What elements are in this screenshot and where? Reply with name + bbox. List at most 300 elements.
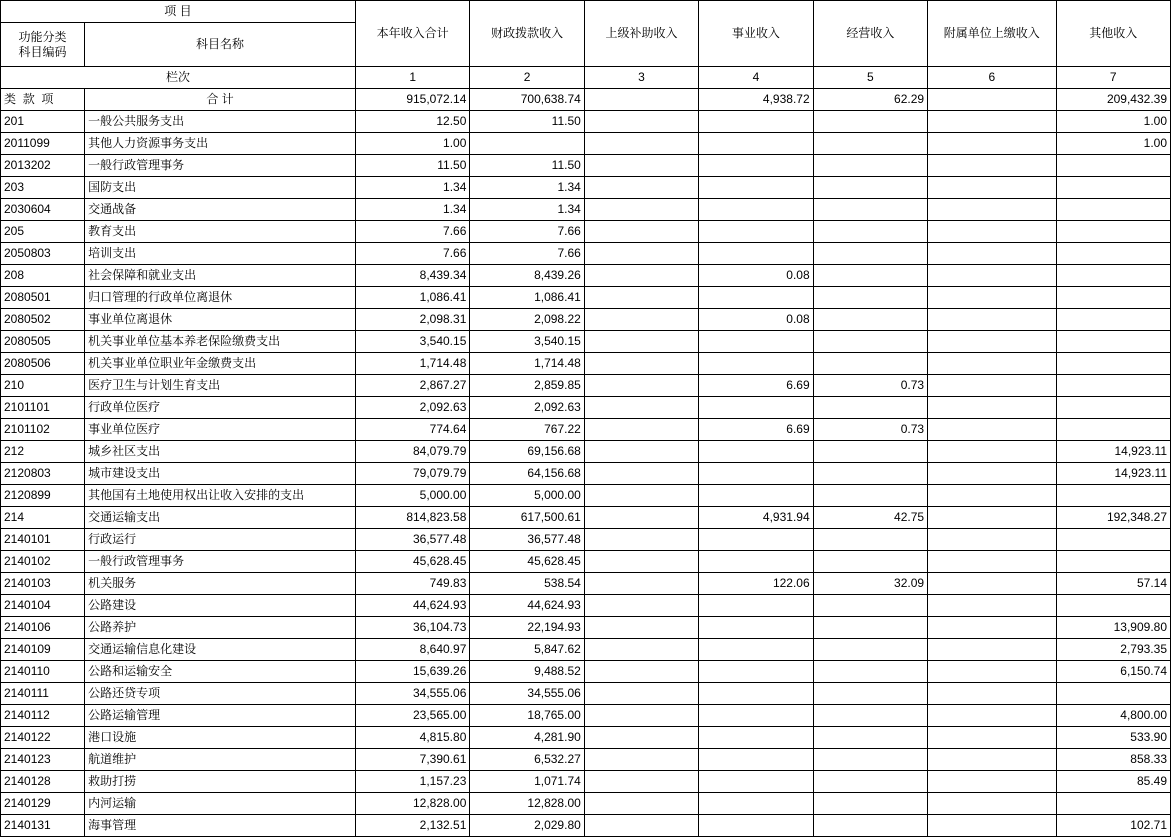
row-value-5	[928, 177, 1056, 199]
row-value-3	[699, 199, 813, 221]
header-col-2: 上级补助收入	[584, 1, 698, 67]
row-subject-name: 交通运输信息化建设	[85, 639, 356, 661]
row-value-1: 2,098.22	[470, 309, 584, 331]
row-value-6: 57.14	[1056, 573, 1171, 595]
row-code: 203	[1, 177, 85, 199]
row-value-5	[928, 441, 1056, 463]
header-col-0: 本年收入合计	[355, 1, 469, 67]
row-value-1: 4,281.90	[470, 727, 584, 749]
row-code: 214	[1, 507, 85, 529]
row-value-3	[699, 749, 813, 771]
table-row	[1, 815, 1171, 837]
row-value-2	[584, 441, 698, 463]
table-row	[1, 177, 1171, 199]
row-value-2	[584, 463, 698, 485]
row-value-0: 15,639.26	[355, 661, 469, 683]
row-value-2	[584, 573, 698, 595]
row-value-5	[928, 573, 1056, 595]
row-value-4	[813, 221, 927, 243]
row-value-2	[584, 661, 698, 683]
row-value-2	[584, 507, 698, 529]
total-value-5	[928, 89, 1056, 111]
row-value-6	[1056, 683, 1171, 705]
row-value-1: 2,859.85	[470, 375, 584, 397]
table-row	[1, 441, 1171, 463]
row-value-2	[584, 331, 698, 353]
row-value-2	[584, 243, 698, 265]
row-value-2	[584, 199, 698, 221]
row-subject-name: 国防支出	[85, 177, 356, 199]
row-value-6: 14,923.11	[1056, 441, 1171, 463]
table-row	[1, 617, 1171, 639]
row-value-2	[584, 397, 698, 419]
row-value-2	[584, 133, 698, 155]
row-value-4	[813, 661, 927, 683]
row-value-4	[813, 397, 927, 419]
row-subject-name: 机关事业单位基本养老保险缴费支出	[85, 331, 356, 353]
row-code: 2140103	[1, 573, 85, 595]
row-value-6	[1056, 485, 1171, 507]
header-lanci-6: 6	[928, 67, 1056, 89]
row-value-4	[813, 243, 927, 265]
row-value-4	[813, 155, 927, 177]
row-value-1: 18,765.00	[470, 705, 584, 727]
row-value-1: 34,555.06	[470, 683, 584, 705]
table-row	[1, 639, 1171, 661]
table-row	[1, 133, 1171, 155]
row-value-0: 44,624.93	[355, 595, 469, 617]
row-value-0: 814,823.58	[355, 507, 469, 529]
row-value-0: 12.50	[355, 111, 469, 133]
row-subject-name: 一般公共服务支出	[85, 111, 356, 133]
row-value-4	[813, 551, 927, 573]
row-subject-name: 交通运输支出	[85, 507, 356, 529]
row-value-3	[699, 529, 813, 551]
row-value-5	[928, 353, 1056, 375]
row-value-0: 8,439.34	[355, 265, 469, 287]
row-value-5	[928, 551, 1056, 573]
row-value-3	[699, 111, 813, 133]
row-value-2	[584, 419, 698, 441]
row-code: 2080501	[1, 287, 85, 309]
row-value-0: 2,132.51	[355, 815, 469, 837]
row-value-4: 32.09	[813, 573, 927, 595]
row-value-0: 8,640.97	[355, 639, 469, 661]
header-functional-code-line2: 科目编码	[18, 44, 67, 59]
row-value-1: 2,092.63	[470, 397, 584, 419]
row-value-6	[1056, 353, 1171, 375]
row-value-5	[928, 727, 1056, 749]
row-value-5	[928, 639, 1056, 661]
row-value-6	[1056, 243, 1171, 265]
row-subject-name: 社会保障和就业支出	[85, 265, 356, 287]
row-value-6	[1056, 199, 1171, 221]
row-value-6: 4,800.00	[1056, 705, 1171, 727]
row-value-6: 1.00	[1056, 133, 1171, 155]
row-value-4: 42.75	[813, 507, 927, 529]
row-value-1: 3,540.15	[470, 331, 584, 353]
row-code: 2101101	[1, 397, 85, 419]
row-value-4	[813, 749, 927, 771]
row-value-5	[928, 199, 1056, 221]
row-value-5	[928, 595, 1056, 617]
row-value-6: 14,923.11	[1056, 463, 1171, 485]
table-row	[1, 507, 1171, 529]
row-value-0: 1,086.41	[355, 287, 469, 309]
total-value-2	[584, 89, 698, 111]
row-value-1: 7.66	[470, 221, 584, 243]
row-value-3	[699, 463, 813, 485]
row-value-0: 1.00	[355, 133, 469, 155]
row-subject-name: 公路运输管理	[85, 705, 356, 727]
header-subject-name: 科目名称	[85, 23, 356, 67]
row-value-5	[928, 661, 1056, 683]
row-value-2	[584, 111, 698, 133]
total-value-6: 209,432.39	[1056, 89, 1171, 111]
row-value-0: 1,157.23	[355, 771, 469, 793]
row-value-0: 36,104.73	[355, 617, 469, 639]
row-subject-name: 救助打捞	[85, 771, 356, 793]
row-value-6	[1056, 793, 1171, 815]
row-value-5	[928, 463, 1056, 485]
row-code: 2050803	[1, 243, 85, 265]
row-value-5	[928, 793, 1056, 815]
row-value-5	[928, 397, 1056, 419]
table-row	[1, 199, 1171, 221]
row-value-3	[699, 287, 813, 309]
row-subject-name: 航道维护	[85, 749, 356, 771]
row-value-4: 0.73	[813, 419, 927, 441]
header-lanci-7: 7	[1056, 67, 1171, 89]
row-value-0: 45,628.45	[355, 551, 469, 573]
row-value-6: 192,348.27	[1056, 507, 1171, 529]
row-value-4	[813, 177, 927, 199]
row-value-0: 749.83	[355, 573, 469, 595]
header-class-xiang: 项	[41, 92, 54, 106]
row-value-5	[928, 243, 1056, 265]
row-value-2	[584, 617, 698, 639]
table-row	[1, 705, 1171, 727]
table-row	[1, 265, 1171, 287]
row-value-6	[1056, 309, 1171, 331]
row-value-3	[699, 683, 813, 705]
header-item-group: 项 目	[1, 1, 356, 23]
row-subject-name: 一般行政管理事务	[85, 155, 356, 177]
row-value-6: 2,793.35	[1056, 639, 1171, 661]
row-code: 2140129	[1, 793, 85, 815]
row-value-1: 64,156.68	[470, 463, 584, 485]
row-subject-name: 公路还贷专项	[85, 683, 356, 705]
row-value-3: 122.06	[699, 573, 813, 595]
row-value-5	[928, 507, 1056, 529]
row-code: 2140110	[1, 661, 85, 683]
header-col-4: 经营收入	[813, 1, 927, 67]
table-row	[1, 243, 1171, 265]
row-value-5	[928, 705, 1056, 727]
row-value-0: 84,079.79	[355, 441, 469, 463]
row-value-5	[928, 683, 1056, 705]
row-value-6: 85.49	[1056, 771, 1171, 793]
row-value-0: 2,092.63	[355, 397, 469, 419]
row-value-4	[813, 617, 927, 639]
row-value-6: 533.90	[1056, 727, 1171, 749]
row-value-4	[813, 815, 927, 837]
header-col-3: 事业收入	[699, 1, 813, 67]
row-value-3	[699, 705, 813, 727]
row-value-2	[584, 595, 698, 617]
row-value-3	[699, 397, 813, 419]
header-lanci-2: 2	[470, 67, 584, 89]
row-value-0: 1.34	[355, 177, 469, 199]
header-lanci-3: 3	[584, 67, 698, 89]
header-class-kuan: 款	[22, 92, 35, 106]
row-value-1: 5,000.00	[470, 485, 584, 507]
table-row	[1, 397, 1171, 419]
row-value-5	[928, 749, 1056, 771]
row-value-6	[1056, 221, 1171, 243]
table-row	[1, 309, 1171, 331]
row-subject-name: 行政运行	[85, 529, 356, 551]
row-value-3	[699, 243, 813, 265]
row-subject-name: 公路养护	[85, 617, 356, 639]
total-value-1: 700,638.74	[470, 89, 584, 111]
row-value-0: 7.66	[355, 243, 469, 265]
row-subject-name: 内河运输	[85, 793, 356, 815]
row-value-2	[584, 793, 698, 815]
row-value-1: 1,086.41	[470, 287, 584, 309]
row-subject-name: 医疗卫生与计划生育支出	[85, 375, 356, 397]
table-row	[1, 485, 1171, 507]
header-row-1	[1, 1, 1171, 23]
row-subject-name: 教育支出	[85, 221, 356, 243]
row-code: 2030604	[1, 199, 85, 221]
row-value-5	[928, 331, 1056, 353]
row-value-4	[813, 705, 927, 727]
row-value-3	[699, 485, 813, 507]
table-row	[1, 111, 1171, 133]
row-value-6	[1056, 265, 1171, 287]
row-code: 2101102	[1, 419, 85, 441]
row-code: 2013202	[1, 155, 85, 177]
row-value-1: 8,439.26	[470, 265, 584, 287]
row-code: 2140122	[1, 727, 85, 749]
row-subject-name: 机关事业单位职业年金缴费支出	[85, 353, 356, 375]
row-value-4	[813, 265, 927, 287]
row-value-5	[928, 155, 1056, 177]
row-value-3: 4,931.94	[699, 507, 813, 529]
total-value-4: 62.29	[813, 89, 927, 111]
row-value-5	[928, 375, 1056, 397]
row-value-5	[928, 265, 1056, 287]
row-value-1: 44,624.93	[470, 595, 584, 617]
row-value-6	[1056, 397, 1171, 419]
row-value-3	[699, 793, 813, 815]
row-value-1: 36,577.48	[470, 529, 584, 551]
row-subject-name: 机关服务	[85, 573, 356, 595]
row-value-2	[584, 639, 698, 661]
row-value-4	[813, 463, 927, 485]
row-code: 2140131	[1, 815, 85, 837]
row-value-1: 1,714.48	[470, 353, 584, 375]
row-subject-name: 行政单位医疗	[85, 397, 356, 419]
row-code: 2140112	[1, 705, 85, 727]
table-row	[1, 595, 1171, 617]
row-value-2	[584, 485, 698, 507]
table-row	[1, 573, 1171, 595]
header-lanci-4: 4	[699, 67, 813, 89]
row-value-3	[699, 617, 813, 639]
row-value-1: 45,628.45	[470, 551, 584, 573]
row-value-3	[699, 133, 813, 155]
row-value-0: 11.50	[355, 155, 469, 177]
row-value-1: 9,488.52	[470, 661, 584, 683]
row-value-0: 1.34	[355, 199, 469, 221]
row-value-0: 3,540.15	[355, 331, 469, 353]
row-value-0: 7,390.61	[355, 749, 469, 771]
row-code: 2140104	[1, 595, 85, 617]
row-code: 2080502	[1, 309, 85, 331]
row-value-6	[1056, 551, 1171, 573]
row-value-3: 0.08	[699, 309, 813, 331]
row-value-6	[1056, 155, 1171, 177]
row-code: 2140102	[1, 551, 85, 573]
total-value-3: 4,938.72	[699, 89, 813, 111]
header-row-class	[1, 89, 1171, 111]
row-value-5	[928, 529, 1056, 551]
row-code: 2080506	[1, 353, 85, 375]
table-row	[1, 353, 1171, 375]
row-value-2	[584, 177, 698, 199]
row-value-1: 6,532.27	[470, 749, 584, 771]
row-value-1: 7.66	[470, 243, 584, 265]
row-code: 2140101	[1, 529, 85, 551]
row-value-6	[1056, 331, 1171, 353]
row-value-6	[1056, 529, 1171, 551]
row-value-4	[813, 441, 927, 463]
row-value-1	[470, 133, 584, 155]
row-value-1: 22,194.93	[470, 617, 584, 639]
row-subject-name: 城市建设支出	[85, 463, 356, 485]
row-subject-name: 交通战备	[85, 199, 356, 221]
row-value-4	[813, 111, 927, 133]
row-value-4	[813, 793, 927, 815]
row-value-3	[699, 595, 813, 617]
row-value-6	[1056, 375, 1171, 397]
row-value-5	[928, 111, 1056, 133]
row-subject-name: 事业单位离退休	[85, 309, 356, 331]
header-row-lanci	[1, 67, 1171, 89]
table-row	[1, 331, 1171, 353]
row-value-5	[928, 815, 1056, 837]
row-code: 2140106	[1, 617, 85, 639]
row-value-0: 7.66	[355, 221, 469, 243]
row-value-5	[928, 221, 1056, 243]
row-value-0: 79,079.79	[355, 463, 469, 485]
row-value-0: 23,565.00	[355, 705, 469, 727]
row-value-2	[584, 155, 698, 177]
row-value-3	[699, 221, 813, 243]
row-value-3	[699, 639, 813, 661]
row-value-3	[699, 551, 813, 573]
table-body	[1, 1, 1171, 837]
table-row	[1, 661, 1171, 683]
row-value-4	[813, 309, 927, 331]
row-value-4	[813, 133, 927, 155]
row-value-0: 2,098.31	[355, 309, 469, 331]
row-value-4	[813, 639, 927, 661]
row-value-0: 34,555.06	[355, 683, 469, 705]
row-code: 208	[1, 265, 85, 287]
header-class-lei: 类	[4, 92, 17, 106]
header-lanci-label: 栏次	[1, 67, 356, 89]
total-value-0: 915,072.14	[355, 89, 469, 111]
row-value-5	[928, 485, 1056, 507]
row-value-6	[1056, 595, 1171, 617]
row-subject-name: 公路建设	[85, 595, 356, 617]
row-value-5	[928, 617, 1056, 639]
row-value-2	[584, 683, 698, 705]
header-lanci-1: 1	[355, 67, 469, 89]
row-subject-name: 公路和运输安全	[85, 661, 356, 683]
row-value-6: 13,909.80	[1056, 617, 1171, 639]
row-code: 2140109	[1, 639, 85, 661]
row-code: 2011099	[1, 133, 85, 155]
row-value-5	[928, 287, 1056, 309]
row-value-2	[584, 529, 698, 551]
row-value-4	[813, 683, 927, 705]
row-value-2	[584, 353, 698, 375]
row-value-6	[1056, 287, 1171, 309]
table-row	[1, 727, 1171, 749]
row-value-6: 858.33	[1056, 749, 1171, 771]
row-code: 212	[1, 441, 85, 463]
row-value-3	[699, 727, 813, 749]
row-value-0: 4,815.80	[355, 727, 469, 749]
row-value-1: 11.50	[470, 111, 584, 133]
row-value-6	[1056, 419, 1171, 441]
row-value-0: 1,714.48	[355, 353, 469, 375]
header-col-6: 其他收入	[1056, 1, 1171, 67]
row-code: 2140111	[1, 683, 85, 705]
row-value-1: 69,156.68	[470, 441, 584, 463]
table-row	[1, 749, 1171, 771]
row-value-1: 1.34	[470, 199, 584, 221]
row-value-0: 2,867.27	[355, 375, 469, 397]
row-subject-name: 一般行政管理事务	[85, 551, 356, 573]
row-value-6: 1.00	[1056, 111, 1171, 133]
table-row	[1, 221, 1171, 243]
row-value-4	[813, 287, 927, 309]
table-row	[1, 155, 1171, 177]
table-row	[1, 551, 1171, 573]
row-value-3	[699, 177, 813, 199]
row-value-5	[928, 309, 1056, 331]
row-value-1: 12,828.00	[470, 793, 584, 815]
header-col-1: 财政拨款收入	[470, 1, 584, 67]
row-subject-name: 港口设施	[85, 727, 356, 749]
row-value-3	[699, 331, 813, 353]
row-value-3	[699, 661, 813, 683]
row-subject-name: 事业单位医疗	[85, 419, 356, 441]
table-row	[1, 463, 1171, 485]
row-value-3: 6.69	[699, 375, 813, 397]
row-subject-name: 其他人力资源事务支出	[85, 133, 356, 155]
row-code: 2080505	[1, 331, 85, 353]
row-code: 2120899	[1, 485, 85, 507]
row-value-2	[584, 221, 698, 243]
table-row	[1, 529, 1171, 551]
row-value-2	[584, 375, 698, 397]
